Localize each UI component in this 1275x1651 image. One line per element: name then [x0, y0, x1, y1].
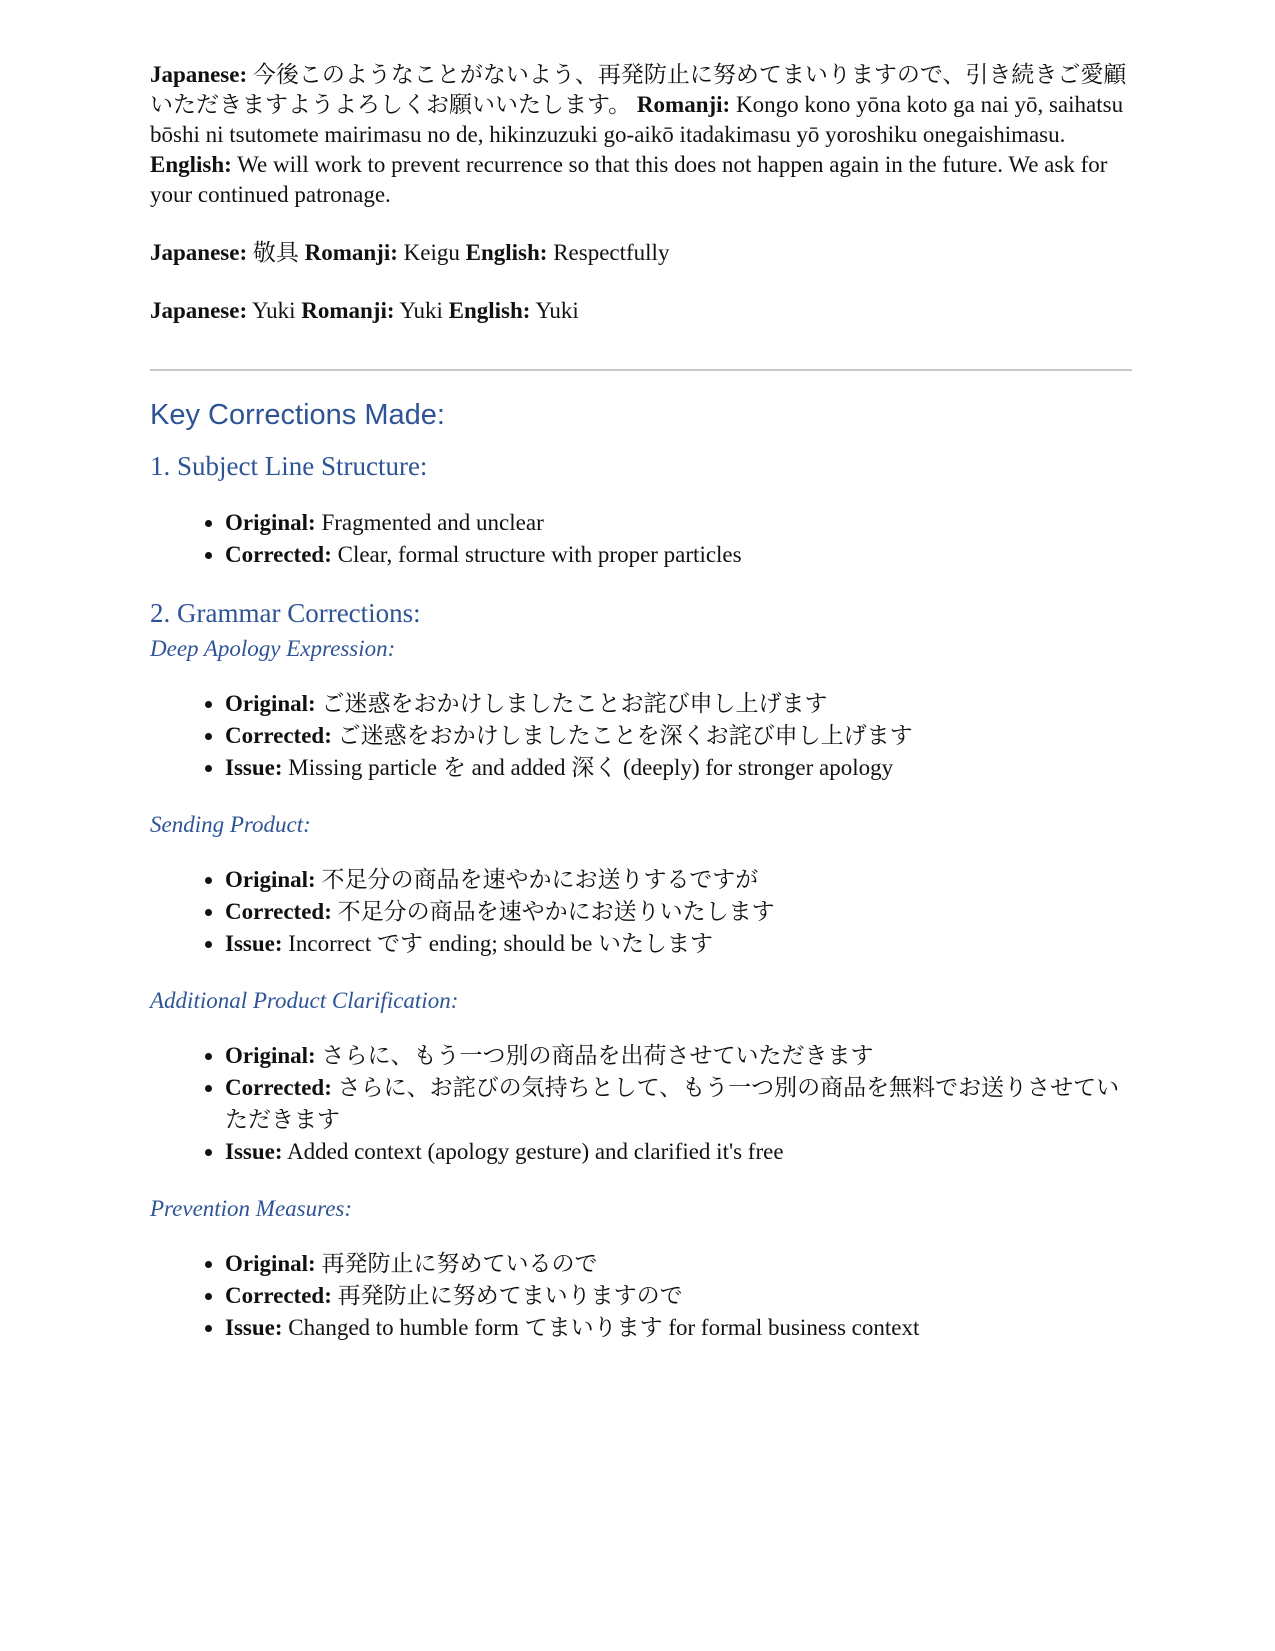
item-text: ご迷惑をおかけしましたことを深くお詫び申し上げます	[337, 723, 913, 748]
list-item	[225, 539, 1132, 571]
item-label: Original:	[225, 1251, 316, 1276]
list-item	[225, 507, 1132, 539]
list-item	[225, 864, 1132, 896]
japanese-label: Japanese:	[150, 240, 248, 265]
subsection-heading-additional-product: Additional Product Clarification:	[150, 988, 459, 1013]
prevention-list	[150, 1248, 1132, 1344]
list-item	[225, 720, 1132, 752]
subject-line-list	[150, 507, 1132, 571]
item-label: Corrected:	[225, 723, 332, 748]
list-item	[225, 752, 1132, 784]
item-text: Changed to humble form てまいります for formal business context	[288, 1315, 920, 1340]
list-item	[225, 1248, 1132, 1280]
translation-paragraph	[150, 60, 1132, 210]
document-page	[150, 60, 1132, 1344]
item-label: Issue:	[225, 1315, 283, 1340]
subsection-heading-prevention: Prevention Measures:	[150, 1196, 353, 1221]
list-item	[225, 1040, 1132, 1072]
romanji-label: Romanji:	[636, 92, 731, 117]
item-text: さらに、もう一つ別の商品を出荷させていただきます	[321, 1043, 874, 1068]
translation-paragraph	[150, 238, 1132, 268]
section-heading-grammar: 2. Grammar Corrections:	[150, 598, 421, 628]
item-text: Added context (apology gesture) and clarified it's free	[287, 1139, 784, 1164]
section-heading-subject-line: 1. Subject Line Structure:	[150, 451, 428, 481]
item-text: Missing particle を and added 深く (deeply) for stronger apology	[288, 755, 894, 780]
item-label: Corrected:	[225, 542, 332, 567]
english-text: Yuki	[535, 298, 579, 323]
romanji-text: Keigu	[403, 240, 460, 265]
item-label: Original:	[225, 1043, 316, 1068]
item-text: さらに、お詫びの気持ちとして、もう一つ別の商品を無料でお送りさせていただきます	[225, 1075, 1120, 1132]
deep-apology-list	[150, 688, 1132, 784]
list-item	[225, 1312, 1132, 1344]
item-label: Issue:	[225, 755, 283, 780]
item-label: Issue:	[225, 1139, 283, 1164]
additional-product-list	[150, 1040, 1132, 1168]
romanji-text: Kongo kono yōna koto ga nai yō, saihatsu bōshi ni tsutomete mairimasu no de, hikinzuzuki go-aikō itadakimasu yō yoroshiku onegaishimasu.	[150, 92, 1124, 147]
english-label: English:	[448, 298, 531, 323]
sending-product-list	[150, 864, 1132, 960]
list-item	[225, 1072, 1132, 1136]
romanji-label: Romanji:	[301, 298, 395, 323]
item-text: Clear, formal structure with proper particles	[337, 542, 742, 567]
list-item	[225, 1280, 1132, 1312]
subsection-heading-deep-apology: Deep Apology Expression:	[150, 636, 396, 661]
item-text: Fragmented and unclear	[321, 510, 544, 535]
romanji-text: Yuki	[399, 298, 443, 323]
item-text: 再発防止に努めているので	[321, 1251, 598, 1276]
item-label: Original:	[225, 691, 316, 716]
corrections-heading: Key Corrections Made:	[150, 399, 445, 431]
item-label: Original:	[225, 510, 316, 535]
subsection-heading-sending-product: Sending Product:	[150, 812, 311, 837]
horizontal-divider	[150, 369, 1132, 371]
japanese-label: Japanese:	[150, 298, 248, 323]
item-label: Corrected:	[225, 1283, 332, 1308]
english-text: We will work to prevent recurrence so that this does not happen again in the future. We ask for your continued patronage.	[150, 152, 1108, 207]
item-text: 再発防止に努めてまいりますので	[337, 1283, 683, 1308]
romanji-label: Romanji:	[304, 240, 398, 265]
japanese-label: Japanese:	[150, 62, 248, 87]
item-label: Corrected:	[225, 899, 332, 924]
english-label: English:	[465, 240, 548, 265]
item-text: 不足分の商品を速やかにお送りするですが	[321, 867, 759, 892]
translation-paragraph	[150, 296, 1132, 326]
japanese-text: 今後このようなことがないよう、再発防止に努めてまいりますので、引き続きご愛顧いただきますようよろしくお願いいたします。	[150, 62, 1127, 117]
list-item	[225, 896, 1132, 928]
english-text: Respectfully	[553, 240, 670, 265]
item-text: Incorrect です ending; should be いたします	[288, 931, 714, 956]
item-label: Original:	[225, 867, 316, 892]
list-item	[225, 928, 1132, 960]
english-label: English:	[150, 152, 232, 177]
list-item	[225, 1136, 1132, 1168]
item-label: Issue:	[225, 931, 283, 956]
list-item	[225, 688, 1132, 720]
japanese-text: 敬具	[252, 240, 299, 265]
japanese-text: Yuki	[252, 298, 296, 323]
item-label: Corrected:	[225, 1075, 332, 1100]
item-text: ご迷惑をおかけしましたことお詫び申し上げます	[321, 691, 828, 716]
item-text: 不足分の商品を速やかにお送りいたします	[337, 899, 775, 924]
